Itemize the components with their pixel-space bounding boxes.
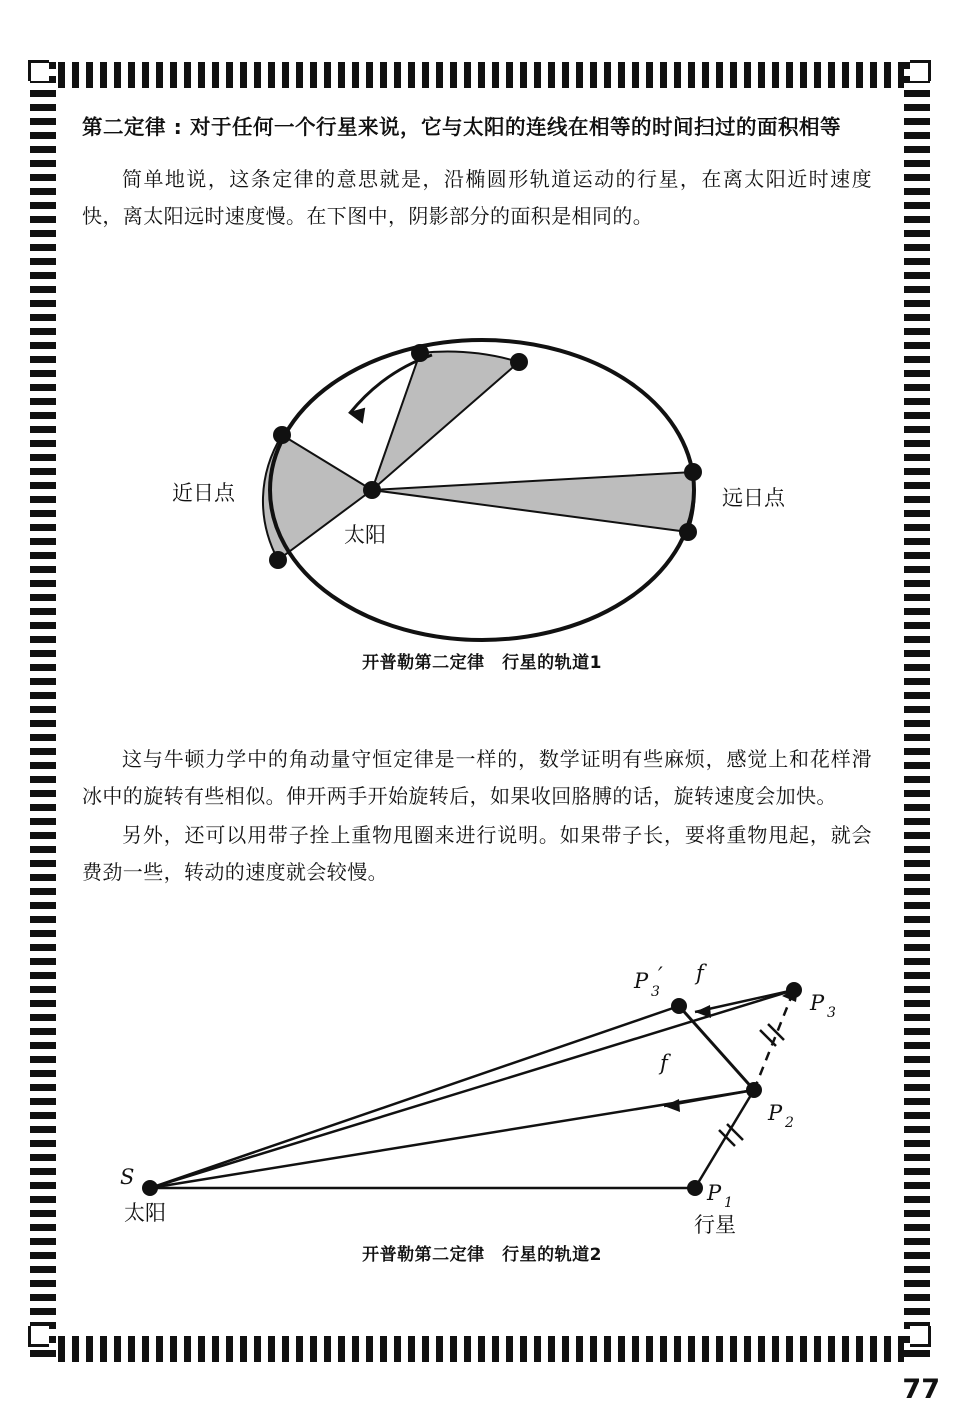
page-number: 77 [902,1374,940,1405]
label-f-upper: f [696,961,704,985]
figure-1-caption: 开普勒第二定律 行星的轨道1 [362,653,602,673]
label-p3: P [810,991,825,1015]
orbit-point-5 [684,463,702,481]
label-perihelion: 近日点 [172,481,235,505]
page-border-top [30,62,930,88]
label-p1-subscript: 1 [724,1195,733,1211]
label-p3-prime-mark: ′ [658,963,663,987]
segment-p2-p3-dashed [754,990,794,1090]
line-s-p3prime [150,1006,679,1188]
page-border-right [904,62,930,1362]
orbit-point-3 [411,344,429,362]
orbit-point-6 [679,523,697,541]
label-p2-subscript: 2 [785,1115,794,1131]
point-p3 [786,982,802,998]
segment-p1-p2 [695,1090,754,1188]
segment-p2-p3prime [679,1006,754,1090]
paragraph-2: 这与牛顿力学中的角动量守恒定律是一样的，数学证明有些麻烦，感觉上和花样滑冰中的旋转有些相似。伸开两手开始旋转后，如果收回胳膊的话，旋转速度会加快。 [82,749,872,808]
label-sun-2: 太阳 [124,1201,166,1225]
sector-aphelion [372,472,695,532]
figure-orbit-2 [82,950,882,1250]
point-p3-prime [671,998,687,1014]
text-block-middle [82,742,872,894]
label-f-lower: f [660,1051,668,1075]
label-p3-prime: P [634,969,649,993]
force-arrow-p2-head [664,1099,680,1112]
label-sun: 太阳 [344,523,386,547]
corner-bracket-bottom-left [28,1326,49,1347]
paragraph-1: 简单地说，这条定律的意思就是，沿椭圆形轨道运动的行星，在离太阳近时速度快，离太阳远时速度慢。在下图中，阴影部分的面积是相同的。 [82,169,872,228]
figure-orbit-1-svg [82,300,882,700]
label-p1: P [707,1181,722,1205]
page-border-bottom [30,1336,930,1362]
line-s-p3 [150,990,794,1188]
orbit-point-1 [273,426,291,444]
point-p2 [746,1082,762,1098]
figure-2-caption: 开普勒第二定律 行星的轨道2 [362,1245,602,1265]
orbit-point-2 [269,551,287,569]
corner-bracket-top-right [910,60,931,81]
figure-orbit-1 [82,300,882,700]
label-p3-prime-subscript: 3 [651,984,660,1000]
label-p2: P [768,1101,783,1125]
corner-bracket-top-left [28,60,49,81]
corner-bracket-bottom-right [910,1326,931,1347]
section-heading: 第二定律 : 对于任何一个行星来说，它与太阳的连线在相等的时间扫过的面积相等 [82,115,841,139]
sun-point [363,481,381,499]
label-p3-subscript: 3 [827,1005,836,1021]
label-s: S [120,1165,135,1189]
force-arrow-p3-head [695,1005,711,1018]
paragraph-3: 另外，还可以用带子拴上重物甩圈来进行说明。如果带子长，要将重物甩起，就会费劲一些，转动的速度就会较慢。 [82,825,872,884]
point-s [142,1180,158,1196]
label-planet: 行星 [694,1213,736,1237]
figure-orbit-2-svg [82,950,882,1250]
point-p1 [687,1180,703,1196]
label-aphelion: 远日点 [722,486,785,510]
line-s-p2 [150,1090,754,1188]
page-border-left [30,62,56,1362]
orbit-point-4 [510,353,528,371]
text-block-top [82,110,872,238]
